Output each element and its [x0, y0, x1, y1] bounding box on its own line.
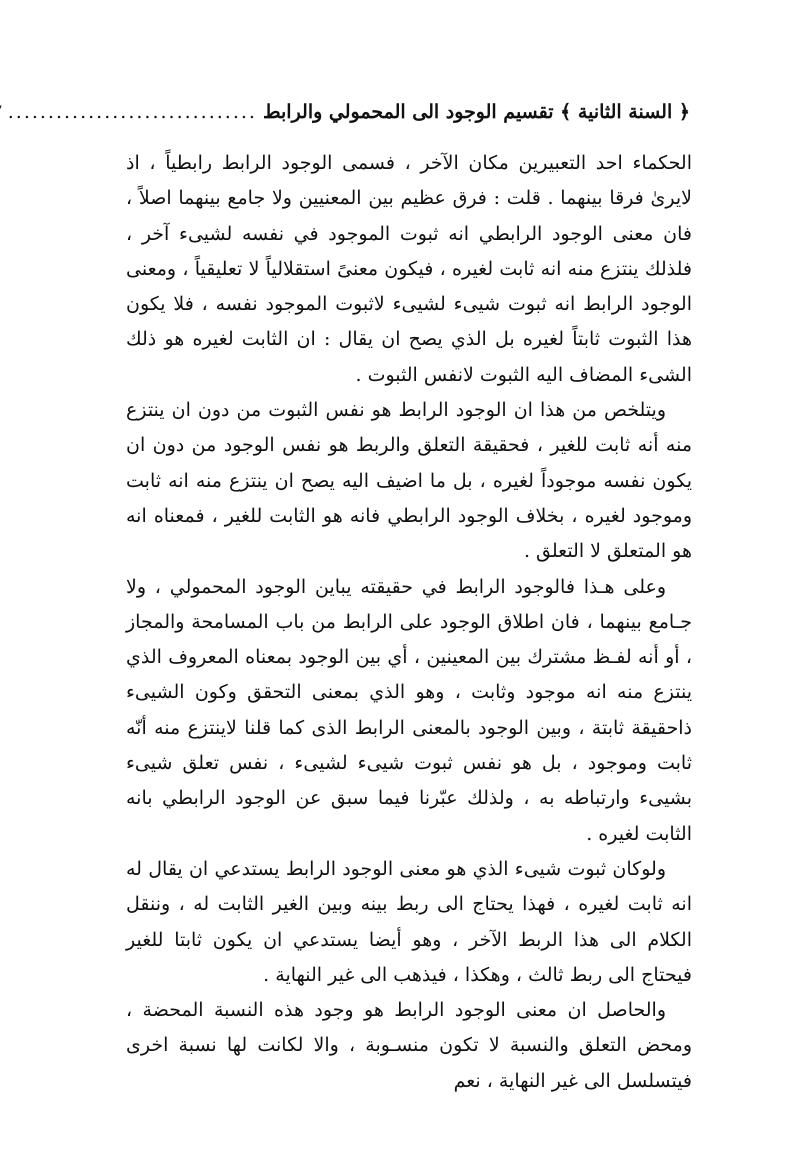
- page-number: [0, 101, 2, 123]
- paragraph-3: وعلى هـذا فالوجود الرابط في حقيقته يباين الوجود المحمولي ، ولا جـامع بينهما ، فان اطلاق الوجود على الرابط من باب المسامحة والمجاز ، أو أنه لفـظ مشترك بين المعينين ، أي بين الوجود بمعناه المعروف الذي ينتزع منه انه موجود وثابت ، وهو الذي بمعنى التحقق وكون الشيىء ذاحقيقة ثابتة ، وبين الوجود بالمعنى الرابط الذى كما قلنا لاينتزع منه أنّه ثابت وموجود ، بل هو نفس ثبوت شيىء لشيىء ، نفس تعلق شيىء بشيىء وارتباطه به ، ولذلك عبّرنا فيما سبق عن الوجود الرابطي بانه الثابت لغيره .: [126, 575, 692, 845]
- paragraph-5: والحاصل ان معنى الوجود الرابط هو وجود هذه النسبة المحضة ، ومحض التعلق والنسبة لا تكون منسـوبة ، والا لكانت لها نسبة اخرى فيتسلسل الى غير النهاية ، نعم: [126, 999, 692, 1092]
- paragraph-2: ويتلخص من هذا ان الوجود الرابط هو نفس الثبوت من دون ان ينتزع منه أنه ثابت للغير ، فحقيقة التعلق والربط هو نفس الوجود من دون ان يكون نفسه موجوداً لغيره ، بل ما اضيف اليه يصح ان ينتزع منه انه ثابت وموجود لغيره ، بخلاف الوجود الرابطي فانه هو الثابت للغير ، فمعناه انه هو المتعلق لا التعلق .: [126, 399, 692, 563]
- body-text: [126, 146, 692, 1099]
- page-header: [7, 92, 690, 132]
- running-title: ﴿ السنة الثانية ﴾ تقسيم الوجود الى المحمولي والرابط: [262, 101, 690, 123]
- paragraph-1: الحكماء احد التعبيرين مكان الآخر ، فسمى الوجود الرابط رابطياً ، اذ لايرىٰ فرقا بينهما . قلت : فرق عظيم بين المعنيين ولا جامع بينهما اصلاً ، فان معنى الوجود الرابطي انه ثبوت الموجود في نفسه لشيىء آخر ، فلذلك ينتزع منه انه ثابت لغيره ، فيكون معنىً استقلالياً لا تعليقياً ، ومعنى الوجود الرابط انه ثبوت شيىء لشيىء لاثبوت الموجود نفسه ، فلا يكون هذا الثبوت ثابتاً لغيره بل الذي يصح ان يقال : ان الثابت لغيره هو ذلك الشىء المضاف اليه الثبوت لانفس الثبوت .: [126, 152, 692, 386]
- paragraph-4: ولوكان ثبوت شيىء الذي هو معنى الوجود الرابط يستدعي ان يقال له انه ثابت لغيره ، فهذا يحتاج الى ربط بينه وبين الغير الثابت له ، وننقل الكلام الى هذا الربط الآخر ، وهو أيضا يستدعي ان يكون ثابتا للغير فيحتاج الى ربط ثالث ، وهكذا ، فيذهب الى غير النهاية .: [126, 857, 692, 986]
- header-leader-dots: ...............................: [7, 101, 257, 123]
